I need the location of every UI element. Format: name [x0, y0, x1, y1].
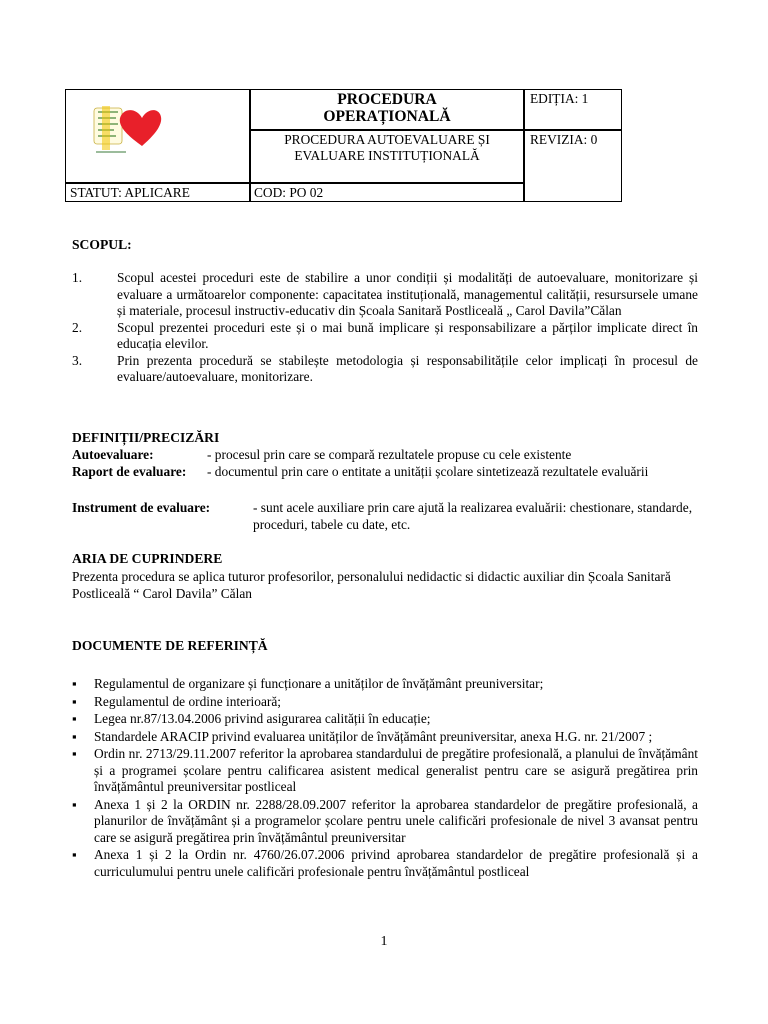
documente-heading: DOCUMENTE DE REFERINȚĂ — [72, 638, 268, 653]
definition-term: Instrument de evaluare: — [72, 500, 211, 515]
item-text: Scopul acestei proceduri este de stabilire a unor condiții și modalități de autoevaluare, monitorizare și evaluare a următoarelor componente: capacitatea instituțională, managementul calității, resursursele umane și materiale, procesul instructiv-educativ din Școala Sanitară Postliceală „ Carol Davila”Călan — [117, 270, 698, 318]
definition-row — [72, 446, 698, 463]
list-item — [72, 320, 698, 353]
item-number: 2. — [72, 319, 83, 335]
definition-text: - procesul prin care se compară rezultatele propuse cu cele existente — [207, 447, 572, 462]
logo-text — [66, 90, 67, 91]
list-item — [72, 353, 698, 386]
logo-cell — [65, 89, 251, 184]
list-item: ▪ Regulamentul de organizare și funcționare a unităților de învățământ preuniversitar; — [72, 676, 698, 693]
list-item: ▪ Ordin nr. 2713/29.11.2007 referitor la aprobarea standardului de pregătire profesională, a planului de învățământ și a programei școlare pentru calificarea asistent medical generalist pentru care se asigură pregătirea prin învățământul preuniversitar postliceal — [72, 746, 698, 796]
definition-term: Raport de evaluare: — [72, 464, 187, 479]
aria-heading: ARIA DE CUPRINDERE — [72, 551, 223, 566]
definition-term: Autoevaluare: — [72, 447, 154, 462]
list-item: ▪ Anexa 1 și 2 la Ordin nr. 4760/26.07.2006 privind aprobarea standardelor de pregătire profesională și a curriculumului pentru unele calificări profesionale pentru învățământul postliceal — [72, 847, 698, 880]
list-item — [72, 270, 698, 320]
item-number: 3. — [72, 352, 83, 368]
aria-text: Prezenta procedura se aplica tuturor profesorilor, personalului nedidactic si didactic auxiliar din Școala Sanitară Postliceală “ Carol Davila” Călan — [72, 569, 671, 601]
procedure-title-line2: OPERAȚIONALĂ — [323, 108, 451, 125]
definition-text: - sunt acele auxiliare prin care ajută la realizarea evaluării: chestionare, standarde, proceduri, tabele cu date, etc. — [253, 500, 693, 532]
statut-label: STATUT: APLICARE — [65, 182, 251, 202]
item-text: Prin prezenta procedură se stabilește metodologia și responsabilitățile celor implicați în procesul de evaluare/autoevaluare, monitorizare. — [117, 352, 698, 384]
scopul-list — [72, 270, 698, 386]
scopul-heading: SCOPUL: — [72, 237, 132, 252]
documente-list — [72, 676, 698, 881]
list-item: ▪ Legea nr.87/13.04.2006 privind asigurarea calității în educație; — [72, 711, 698, 728]
editia-label: EDIȚIA: 1 — [523, 89, 622, 131]
list-item: ▪ Regulamentul de ordine interioară; — [72, 694, 698, 711]
definition-text: - documentul prin care o entitate a unității școlare sintetizează rezultatele evaluării — [207, 464, 649, 479]
item-number: 1. — [72, 270, 83, 285]
list-item: ▪ Standardele ARACIP privind evaluarea unităților de învățământ preuniversitar, anexa H.G. nr. 21/2007 ; — [72, 729, 698, 746]
page-number: 1 — [380, 934, 388, 949]
list-item: ▪ Anexa 1 și 2 la ORDIN nr. 2288/28.09.2007 referitor la aprobarea standardelor de pregătire profesională, a planurilor de învățământ și a programelor școlare pentru unele calificări profesionale de nivel 3 avansat pentru care se asigură pregătirea prin învățământul preuniversitar — [72, 797, 698, 847]
definitii-heading: DEFINIȚII/PRECIZĂRI — [72, 430, 220, 445]
cod-label: COD: PO 02 — [249, 182, 525, 202]
header-table — [65, 89, 622, 202]
definition-row — [72, 499, 698, 533]
revizia-label: REVIZIA: 0 — [523, 129, 622, 202]
item-text: Scopul prezentei proceduri este și o mai bună implicare și responsabilizare a părților implicate direct în educația elevilor. — [117, 319, 698, 351]
procedure-name: PROCEDURA AUTOEVALUARE ȘI EVALUARE INSTITUȚIONALĂ — [249, 129, 525, 184]
school-logo-icon — [92, 102, 162, 158]
procedure-title — [249, 89, 525, 131]
procedure-title-line1: PROCEDURA — [337, 91, 437, 108]
definition-row — [72, 463, 698, 480]
